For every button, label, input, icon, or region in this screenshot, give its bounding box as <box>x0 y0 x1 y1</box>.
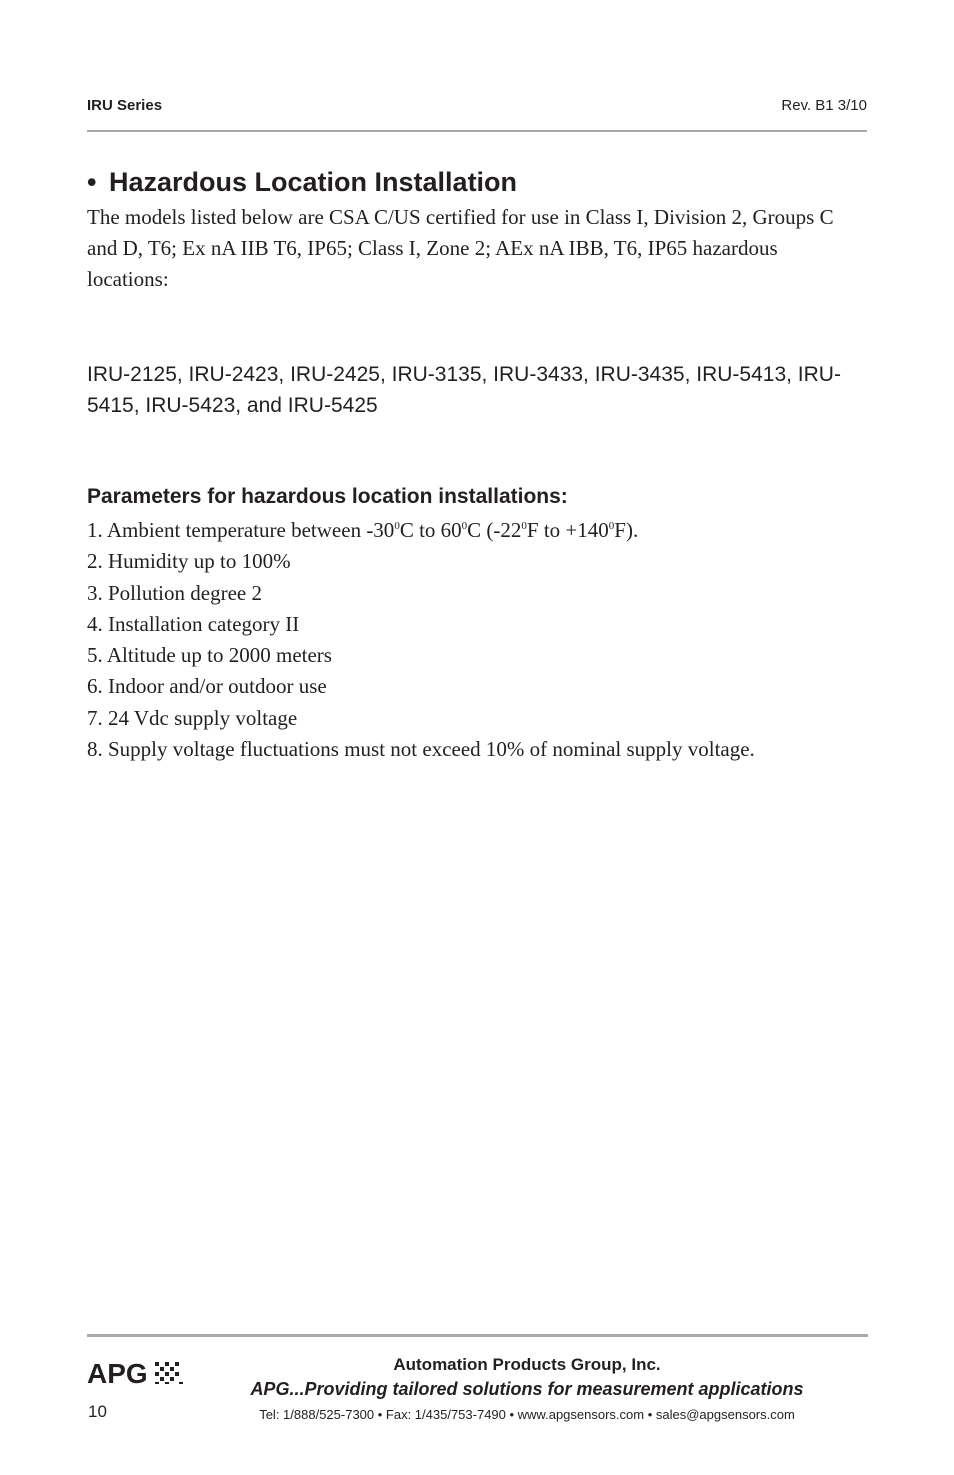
header-divider <box>87 130 867 132</box>
company-name: Automation Products Group, Inc. <box>393 1355 661 1374</box>
parameter-item: 4. Installation category II <box>87 611 300 636</box>
model-list: IRU-2125, IRU-2423, IRU-2425, IRU-3135, IRU-3433, IRU-3435, IRU-5413, IRU-5415, IRU-5423, and IRU-5425 <box>87 363 841 417</box>
header-series: IRU Series <box>87 97 163 114</box>
section-title-text: Hazardous Location Installation <box>109 167 518 197</box>
title-bullet: • <box>87 167 97 197</box>
parameter-item: 5. Altitude up to 2000 meters <box>87 643 332 668</box>
parameter-item-temperature: 1. Ambient temperature between $-30^0C$ to $60^0C$ ($-22^0F$ to $+140^0F$). <box>87 518 639 542</box>
logo-text: APG <box>87 1358 148 1389</box>
parameter-item: 8. Supply voltage fluctuations must not exceed 10% of nominal supply voltage. <box>87 737 755 762</box>
contact-info: Tel: 1/888/525-7300 • Fax: 1/435/753-7490 • www.apgsensors.com • sales@apgsensors.com <box>259 1407 795 1422</box>
intro-paragraph: The models listed below are CSA C/US certified for use in Class I, Division 2, Groups C and D, T6; Ex nA IIB T6, IP65; Class I, Zone 2; AEx nA IBB, T6, IP65 hazardous locations: <box>87 205 834 291</box>
parameter-item: 7. 24 Vdc supply voltage <box>87 705 298 730</box>
parameter-item: 6. Indoor and/or outdoor use <box>87 674 327 699</box>
parameter-item: 2. Humidity up to 100% <box>87 549 291 574</box>
parameter-item: 3. Pollution degree 2 <box>87 580 262 605</box>
logo-dot-grid <box>155 1362 183 1384</box>
parameters-heading: Parameters for hazardous location installations: <box>87 485 568 508</box>
footer-divider <box>87 1334 868 1337</box>
apg-logo <box>87 1357 197 1389</box>
header-revision: Rev. B1 3/10 <box>781 97 867 114</box>
company-tagline: APG...Providing tailored solutions for measurement applications <box>250 1379 804 1399</box>
section-title <box>87 167 517 198</box>
page-number: 10 <box>88 1402 107 1421</box>
parameters-list <box>87 515 887 765</box>
